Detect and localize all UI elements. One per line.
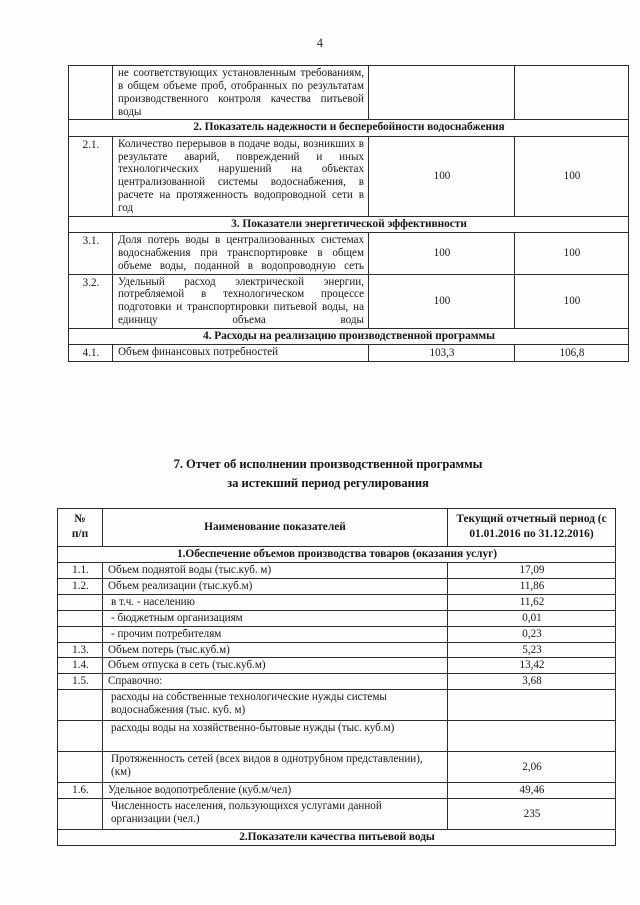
row-plan-value-cell: 100 [369,274,515,328]
row-number-cell [58,594,103,610]
section-heading-expenses: 4. Расходы на реализацию производственной программы [69,329,629,345]
row-fact-value-cell: 106,8 [515,345,629,362]
row-name-cell: - бюджетным организациям [103,610,448,626]
row-name-cell: - прочим потребителям [103,626,448,642]
report-table-body [58,509,616,846]
row-name-cell: расходы на собственные технологические нужды системы водоснабжения (тыс. куб. м) [103,690,448,721]
row-number-cell: 1.5. [58,674,103,690]
page-number: 4 [316,36,324,50]
column-header-number-line-1: № [74,513,86,525]
table-row [69,345,629,362]
column-header-value: Текущий отчетный период (с 01.01.2016 по 31.12.2016) [448,509,616,547]
section-heading-reliability: 2. Показатель надежности и бесперебойности водоснабжения [69,120,629,136]
column-header-number-line-2: п/п [71,528,89,540]
row-value-cell: 0,23 [448,626,616,642]
row-name-cell: не соответствующих установленным требованиям, в общем объеме проб, отобранных по результатам производственного контроля качества питьевой воды [113,66,369,120]
report-heading-line-1: 7. Отчет об исполнении производственной программы [173,457,483,471]
row-fact-value-cell: 100 [515,274,629,328]
row-number-cell [69,66,113,120]
row-number-cell [58,626,103,642]
table-row [69,136,629,216]
table-row [58,658,616,674]
column-header-number [58,509,103,547]
row-plan-value-cell: 103,3 [369,345,515,362]
row-value-cell: 11,62 [448,594,616,610]
row-name-cell: Протяженность сетей (всех видов в однотрубном представлении), (км) [103,752,448,783]
row-name-cell: Численность населения, пользующихся услугами данной организации (чел.) [103,798,448,829]
report-section-heading [68,455,588,493]
report-heading-line-2: за истекший период регулирования [227,476,429,490]
row-number-cell: 1.1. [58,563,103,579]
section-heading-production-volumes: 1.Обеспечение объемов производства товаров (оказания услуг) [58,547,616,563]
section-heading-energy-efficiency: 3. Показатели энергетической эффективности [69,216,629,232]
table-row [58,783,616,799]
row-number-cell: 4.1. [69,345,113,362]
table-section-row [58,547,616,563]
table-row [58,752,616,783]
table-section-row [69,216,629,232]
row-number-cell: 1.6. [58,783,103,799]
indicators-table-body [69,66,629,362]
row-value-cell: 13,42 [448,658,616,674]
row-name-cell: расходы воды на хозяйственно-бытовые нужды (тыс. куб.м) [103,721,448,752]
row-number-cell [58,610,103,626]
row-name-cell: Удельное водопотребление (куб.м/чел) [103,783,448,799]
row-number-cell: 3.1. [69,233,113,275]
row-number-cell: 1.4. [58,658,103,674]
table-section-row [69,329,629,345]
row-value-cell: 49,46 [448,783,616,799]
row-value-cell: 3,68 [448,674,616,690]
row-value-cell: 17,09 [448,563,616,579]
table-row [58,610,616,626]
table-section-row [58,829,616,845]
row-number-cell [58,721,103,752]
row-value-cell: 235 [448,798,616,829]
row-fact-value-cell: 100 [515,136,629,216]
table-row [58,626,616,642]
row-plan-value-cell: 100 [369,136,515,216]
row-name-cell: Объем отпуска в сеть (тыс.куб.м) [103,658,448,674]
row-fact-value-cell [515,66,629,120]
row-value-cell [448,721,616,752]
table-row [58,563,616,579]
row-name-cell: Объем финансовых потребностей [113,345,369,362]
row-name-cell: Количество перерывов в подаче воды, возникших в результате аварий, повреждений и иных технологических нарушений на объектах централизованной системы водоснабжения, в расчете на протяженность водопроводной сети в год [113,136,369,216]
row-name-cell: Объем реализации (тыс.куб.м) [103,579,448,595]
row-number-cell: 1.3. [58,642,103,658]
table-row [58,798,616,829]
table-row [58,642,616,658]
column-header-name: Наименование показателей [103,509,448,547]
row-name-cell: Объем поднятой воды (тыс.куб. м) [103,563,448,579]
table-row [58,594,616,610]
table-row [69,233,629,275]
row-number-cell [58,690,103,721]
table-header-row [58,509,616,547]
row-value-cell: 11,86 [448,579,616,595]
report-table [57,508,616,846]
row-number-cell: 3.2. [69,274,113,328]
row-value-cell: 2,06 [448,752,616,783]
section-heading-water-quality: 2.Показатели качества питьевой воды [58,829,616,845]
table-row [58,579,616,595]
indicators-table [68,65,629,362]
row-value-cell: 0,01 [448,610,616,626]
table-row [69,66,629,120]
row-plan-value-cell: 100 [369,233,515,275]
row-name-cell: Справочно: [103,674,448,690]
row-name-cell: Доля потерь воды в централизованных системах водоснабжения при транспортировке в общем объеме воды, поданной в водопроводную сеть [113,233,369,275]
row-number-cell [58,798,103,829]
table-row [58,721,616,752]
row-name-cell: Объем потерь (тыс.куб.м) [103,642,448,658]
row-plan-value-cell [369,66,515,120]
table-section-row [69,120,629,136]
row-number-cell: 1.2. [58,579,103,595]
row-value-cell: 5,23 [448,642,616,658]
table-row [58,674,616,690]
table-row [58,690,616,721]
row-value-cell [448,690,616,721]
row-number-cell [58,752,103,783]
row-name-cell: в т.ч. - населению [103,594,448,610]
table-row [69,274,629,328]
row-number-cell: 2.1. [69,136,113,216]
row-fact-value-cell: 100 [515,233,629,275]
row-name-cell: Удельный расход электрической энергии, потребляемой в технологическом процессе подготовки и транспортировки питьевой воды, на единицу объема воды [113,274,369,328]
